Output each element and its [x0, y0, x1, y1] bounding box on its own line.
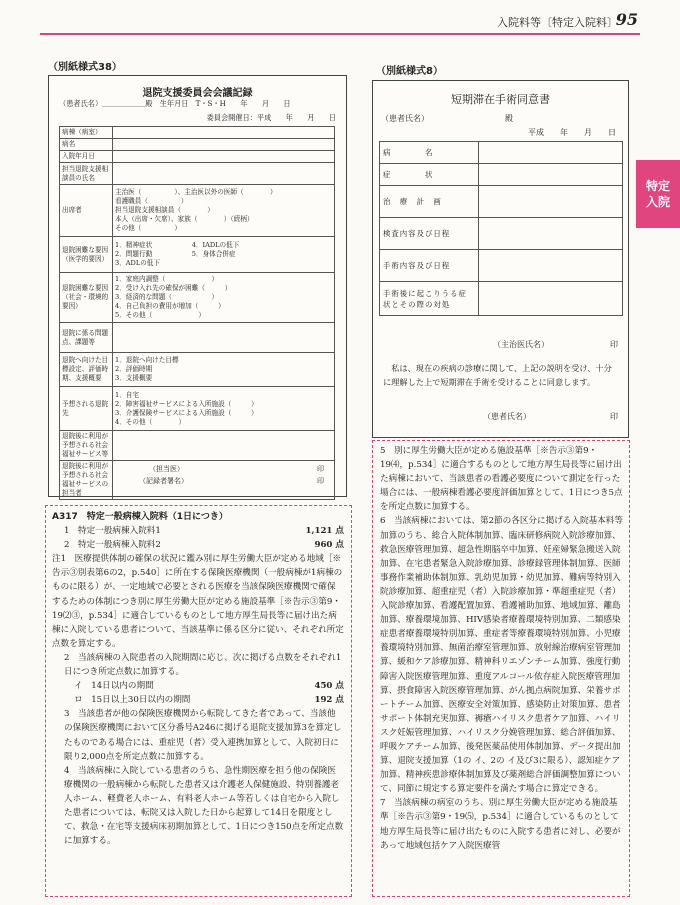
form8-row-content: [479, 250, 623, 282]
item1-label: 1 特定一般病棟入院料1: [64, 526, 161, 537]
form38-row-content: [113, 139, 335, 151]
form8-row: [380, 250, 623, 282]
right-text: [380, 444, 624, 853]
form38-row: [60, 163, 335, 185]
note2a-label: イ 14日以内の期間: [74, 681, 154, 692]
section-tab-label: 特定入院: [645, 179, 670, 209]
form38-row-label: 退院へ向けた目標設定、評価時期、支援概要: [60, 353, 113, 387]
form38-tag: （別紙様式38）: [48, 62, 122, 73]
form38-row: [60, 139, 335, 151]
running-title: 入院料等〔特定入院料〕: [497, 16, 618, 29]
sign-recorder-label: （記録者署名）: [139, 477, 188, 485]
note6: 6 当該病棟においては、第2節の各区分に掲げる入院基本料等加算のうち、総合入院体制加算、臨床研修病院入院診療加算、救急医療管理加算、超急性期脳卒中加算、妊産婦緊急搬送入院加算、在宅患者緊急入院診療加算、診療録管理体制加算、医師事務作業補助体制加算、乳幼児加算・幼児加算、難病等特別入院診療加算、超重症児（者）入院診療加算・準超重症児（者）入院診療加算、看護配置加算、看護補助加算、地域加算、離島加算、療養環境加算、HIV感染者療養環境特別加算、二類感染症患者療養環境特別加算、重症者等療養環境特別加算、小児療養環境特別加算、無菌治療室管理加算、放射線治療病室管理加算、緩和ケア診療加算、精神科リエゾンチーム加算、強度行動障害入院医療管理加算、重度アルコール依存症入院医療管理加算、摂食障害入院医療管理加算、がん拠点病院加算、栄養サポートチーム加算、医療安全対策加算、感染防止対策加算、患者サポート体制充実加算、褥瘡ハイリスク患者ケア加算、ハイリスク妊娠管理加算、ハイリスク分娩管理加算、総合評価加算、呼吸ケアチーム加算、後発医薬品使用体制加算、データ提出加算、退院支援加算（1の イ、2の イ及び3に限る）、認知症ケア加算、精神疾患診療体制加算及び薬剤総合評価調整加算について、同節に規定する算定要件を満たす場合に算定できる。: [380, 516, 623, 795]
form38-row: [60, 353, 335, 387]
form8-row-content: [479, 186, 623, 218]
note2b-value: 192 点: [314, 695, 344, 706]
form8-table: [379, 141, 623, 316]
form38-row-label: 担当退院支援相談員の氏名: [60, 163, 113, 185]
form8-seal-2: 印: [610, 412, 618, 421]
patient-sign: （患者氏名）: [483, 412, 531, 421]
form38-row-content: 1．自宅 2．障害福祉サービスによる入所施設（ ） 3．介護保険サービスによる入所施設（ ） 4．その他（ ）: [113, 387, 335, 431]
form8-row: [380, 142, 623, 164]
consent-text: 私は、現在の疾病の診療に関して、上記の説明を受け、十分に理解した上で短期滞在手術を受けることに同意します。: [383, 363, 612, 387]
form38-row-label: 出席者: [60, 185, 113, 237]
form38-row-label: 病名: [60, 139, 113, 151]
form38-row-content: [113, 151, 335, 163]
item1-value: 1,121 点: [305, 526, 344, 537]
form38-row-content: 1．精神症状 4．IADLの低下 2．問題行動 5．身体合併症 3．ADLの低下: [113, 237, 335, 273]
form8-title: 短期滞在手術同意書: [451, 93, 550, 106]
form38-row-content: 主治医（ ）、主治医以外の医師（ ） 看護職員（ ） 担当退院支援相談員（ ） 本人（出席・欠席）、家族（ ）（続柄） その他（ ）: [113, 185, 335, 237]
note5: 5 別に厚生労働大臣が定める施設基準［※告示③第9・19⑷，p.534］に適合するものとして地方厚生局長等に届け出た病棟において、当該患者の看護必要度について測定を行った場合には、一般病棟看護必要度評価加算として、1日につき5点を所定点数に加算する。: [380, 446, 623, 513]
item2-label: 2 特定一般病棟入院料2: [64, 540, 161, 551]
form8-row: [380, 186, 623, 218]
form8-row-content: [479, 218, 623, 250]
note2: 2 当該病棟の入院患者の入院期間に応じ、次に掲げる点数をそれぞれ1日につき所定点数に加算する。: [64, 652, 342, 678]
form8-row-label: 治 療 計 画: [380, 186, 479, 218]
form38-row: [60, 237, 335, 273]
form38-row: [60, 323, 335, 353]
form38-row: [60, 127, 335, 139]
form38-row-label: 退院後に利用が予想される社会福祉サービスの担当者: [60, 461, 113, 500]
note7: 7 当該病棟の病室のうち、別に厚生労働大臣が定める施設基準［※告示③第9・19⑸，p.534］に適合しているものとして地方厚生局長等に届け出たものに入院する患者に対し、必要があって地域包括ケア入院医療管: [380, 798, 621, 851]
item1: [52, 524, 344, 538]
form38-row: [60, 185, 335, 237]
form8-date-line: 平成 年 月 日: [528, 128, 616, 137]
form8-row: [380, 218, 623, 250]
sign-doctor-label: （担当医）: [149, 465, 184, 473]
form38-row-content: 1．退院へ向けた目標 2．評価時期 3．支援概要: [113, 353, 335, 387]
note2a-value: 450 点: [314, 681, 344, 692]
seal-mark-2: 印: [317, 477, 324, 485]
page-number: 95: [615, 10, 638, 29]
form8-tag: （別紙様式8）: [376, 66, 443, 77]
header-rule: [40, 33, 640, 35]
form8-row-content: [479, 164, 623, 186]
note2b: [52, 693, 344, 707]
form38-row-label: 退院に係る問題点、課題等: [60, 323, 113, 353]
form8-row-content: [479, 142, 623, 164]
page-header: [0, 0, 680, 42]
form38-row-content: [113, 127, 335, 139]
form38-patient-line: （患者氏名）＿＿＿＿＿＿殿 生年月日 T・S・H 年 月 日: [59, 99, 291, 108]
item2-value: 960 点: [314, 540, 344, 551]
form8-row-label: 病 名: [380, 142, 479, 164]
form38-date-line: 委員会開催日：平成 年 月 日: [206, 113, 336, 122]
form38-table: [59, 126, 335, 500]
form38-row: [60, 431, 335, 461]
form38-row-label: 病棟（病室）: [60, 127, 113, 139]
form38-row-label: 予想される退院先: [60, 387, 113, 431]
form8: [372, 80, 629, 438]
form38-row: [60, 273, 335, 323]
form8-row: [380, 164, 623, 186]
form8-row-content: [479, 282, 623, 316]
item2: [52, 538, 344, 552]
form8-row-label: 症 状: [380, 164, 479, 186]
form38-row-label: 退院後に利用が予想される社会福祉サービス等: [60, 431, 113, 461]
form38: [48, 75, 347, 497]
form38-row-label: 退院困難な要因（社会・環境的要因）: [60, 273, 113, 323]
form8-row-label: 検査内容及び日程: [380, 218, 479, 250]
form8-row-label: 手術後に起こりうる症状とその際の対処: [380, 282, 479, 316]
section-heading: A317 特定一般病棟入院料（1日につき）: [52, 512, 228, 522]
form38-row-label: 退院困難な要因（医学的要因）: [60, 237, 113, 273]
form8-row: [380, 282, 623, 316]
note2a: [52, 679, 344, 693]
form38-row-content: 1．家庭内調整（ ） 2．受け入れ先の確保が困難（ ） 3．経済的な問題（ ） 4．自己負担の費用が増加（ ） 5．その他（ ）: [113, 273, 335, 323]
form38-row-content: [113, 431, 335, 461]
form38-row-content: [113, 323, 335, 353]
form38-row-label: 入院年月日: [60, 151, 113, 163]
form38-row-content: [113, 163, 335, 185]
form38-row: [60, 461, 335, 500]
note2b-label: ロ 15日以上30日以内の期間: [74, 695, 191, 706]
doctor-line: （主治医氏名）: [493, 340, 549, 349]
form38-title: 退院支援委員会会議記録: [142, 88, 253, 99]
form38-row: [60, 151, 335, 163]
left-text: [52, 510, 344, 848]
note1: 注1 医療提供体制の確保の状況に鑑み別に厚生労働大臣が定める地域［※告示③別表第6の2，p.540］に所在する保険医療機関（一般病棟が1病棟のものに限る）が、一定地域で必要とされる医療を当該保険医療機関で確保するための体制につき別に厚生労働大臣が定める施設基準［※告示③第9・19⑵③，p.534］に適合しているものとして地方厚生局長等に届け出た病棟に入院している患者について、当該基準に係る区分に従い、それぞれ所定点数を算定する。: [52, 554, 344, 649]
note4: 4 当該病棟に入院している患者のうち、急性期医療を担う他の保険医療機関の一般病棟から転院した患者又は介護老人保健施設、特別養護老人ホーム、軽費老人ホーム、有料老人ホーム等若しくは自宅から入院した患者については、転院又は入院した日から起算して14日を限度として、救急・在宅等支援病床初期加算として、1日につき150点を所定点数に加算する。: [64, 765, 344, 847]
seal-mark: 印: [317, 465, 324, 473]
note3: 3 当該患者が他の保険医療機関から転院してきた者であって、当該他の保険医療機関において区分番号A246に掲げる退院支援加算3を算定したものである場合には、重症児（者）受入連携加算として、入院初日に限り2,000点を所定点数に加算する。: [64, 709, 342, 762]
section-tab: [636, 160, 680, 228]
form38-row: [60, 387, 335, 431]
form8-row-label: 手術内容及び日程: [380, 250, 479, 282]
form8-patient-line: （患者氏名） 殿: [381, 114, 513, 123]
form8-seal: 印: [610, 340, 618, 349]
